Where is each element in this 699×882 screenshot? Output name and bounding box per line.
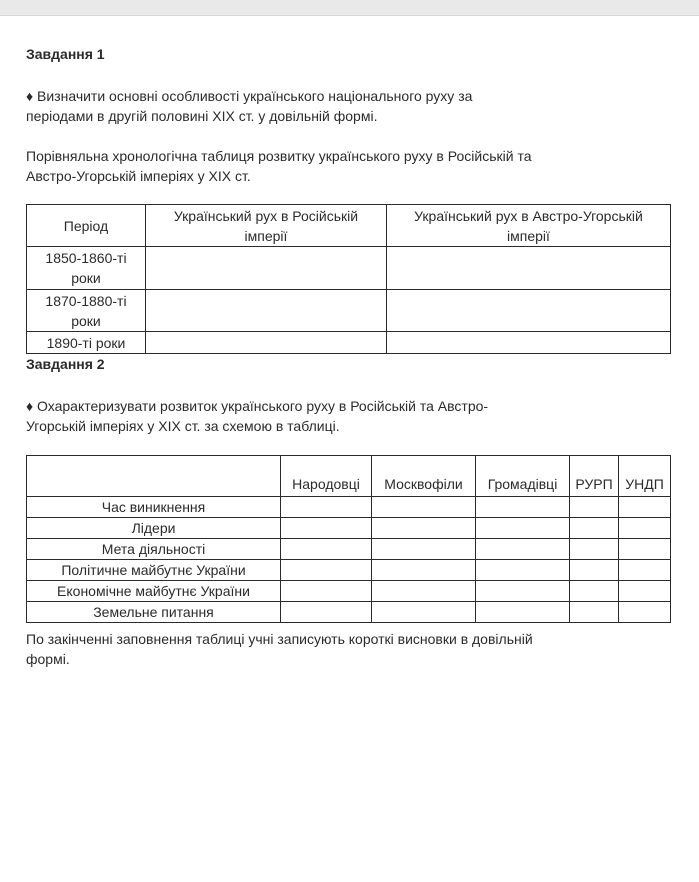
header-russian-line1: Український рух в Російській	[173, 208, 359, 224]
header-empty	[27, 456, 281, 497]
cell[interactable]	[372, 560, 476, 581]
cell[interactable]	[281, 497, 372, 518]
task2-heading: Завдання 2	[26, 356, 105, 372]
task1-instruction-line1: ♦ Визначити основні особливості українського національного руху за	[26, 88, 473, 104]
table-row	[27, 539, 671, 560]
austro-cell[interactable]	[387, 290, 671, 332]
chronology-table-header-row	[27, 205, 671, 247]
header-austro-line1: Український рух в Австро-Угорській	[414, 208, 643, 224]
task1-table-intro	[26, 146, 686, 186]
cell[interactable]	[476, 497, 570, 518]
row-label: Лідери	[27, 518, 281, 539]
task2-instruction-line2: Угорській імперіях у XIX ст. за схемою в таблиці.	[26, 418, 340, 434]
table-row	[27, 332, 671, 354]
task2-conclusion	[26, 629, 686, 669]
cell[interactable]	[570, 497, 619, 518]
task2-conclusion-line1: По закінченні заповнення таблиці учні записують короткі висновки в довільній	[26, 631, 533, 647]
row-label: Земельне питання	[27, 602, 281, 623]
cell[interactable]	[476, 602, 570, 623]
header-russian-line2: імперії	[244, 228, 288, 244]
cell[interactable]	[372, 602, 476, 623]
cell[interactable]	[619, 602, 671, 623]
task1-instruction-line2: періодами в другій половині XIX ст. у довільній формі.	[26, 108, 378, 124]
cell[interactable]	[570, 602, 619, 623]
cell[interactable]	[281, 581, 372, 602]
table-row	[27, 247, 671, 290]
header-hromadivtsi: Громадівці	[476, 456, 570, 497]
cell[interactable]	[372, 539, 476, 560]
period-cell	[27, 332, 146, 354]
period-line1: 1870-1880-ті	[45, 292, 127, 309]
task2-instruction	[26, 396, 686, 436]
header-period: Період	[27, 205, 146, 247]
table-row	[27, 497, 671, 518]
period-cell	[27, 247, 146, 290]
cell[interactable]	[281, 560, 372, 581]
austro-cell[interactable]	[387, 332, 671, 354]
cell[interactable]	[570, 581, 619, 602]
cell[interactable]	[619, 539, 671, 560]
task2-conclusion-line2: формі.	[26, 651, 70, 667]
row-label: Час виникнення	[27, 497, 281, 518]
task1-instruction	[26, 86, 666, 126]
table-row	[27, 560, 671, 581]
period-line2: роки	[71, 312, 101, 329]
cell[interactable]	[281, 602, 372, 623]
header-russian-empire	[146, 205, 387, 247]
row-label: Економічне майбутнє України	[27, 581, 281, 602]
cell[interactable]	[372, 518, 476, 539]
header-rurp: РУРП	[570, 456, 619, 497]
cell[interactable]	[619, 497, 671, 518]
russian-cell[interactable]	[146, 247, 387, 290]
scheme-header-row	[27, 456, 671, 497]
table-row	[27, 290, 671, 332]
cell[interactable]	[570, 560, 619, 581]
table-row	[27, 602, 671, 623]
cell[interactable]	[619, 581, 671, 602]
cell[interactable]	[570, 539, 619, 560]
top-bar	[0, 0, 699, 16]
austro-cell[interactable]	[387, 247, 671, 290]
cell[interactable]	[372, 581, 476, 602]
row-label: Мета діяльності	[27, 539, 281, 560]
header-austro-hungarian-empire	[387, 205, 671, 247]
russian-cell[interactable]	[146, 290, 387, 332]
task1-heading: Завдання 1	[26, 46, 105, 62]
header-undp: УНДП	[619, 456, 671, 497]
cell[interactable]	[476, 518, 570, 539]
row-label: Політичне майбутнє України	[27, 560, 281, 581]
cell[interactable]	[372, 497, 476, 518]
header-moskvofily: Москвофіли	[372, 456, 476, 497]
cell[interactable]	[281, 518, 372, 539]
header-narodovtsi: Народовці	[281, 456, 372, 497]
cell[interactable]	[476, 581, 570, 602]
task1-table-intro-line2: Австро-Угорській імперіях у XIX ст.	[26, 168, 251, 184]
cell[interactable]	[619, 560, 671, 581]
header-austro-line2: імперії	[507, 228, 550, 244]
task1-table-intro-line1: Порівняльна хронологічна таблиця розвитку українського руху в Російській та	[26, 148, 532, 164]
period-line1: 1890-ті роки	[46, 334, 126, 351]
task2-instruction-line1: ♦ Охарактеризувати розвиток українського руху в Російській та Австро-	[26, 398, 489, 414]
cell[interactable]	[476, 539, 570, 560]
period-cell	[27, 290, 146, 332]
cell[interactable]	[619, 518, 671, 539]
table-row	[27, 518, 671, 539]
cell[interactable]	[476, 560, 570, 581]
cell[interactable]	[570, 518, 619, 539]
period-line2: роки	[71, 270, 101, 286]
table-row	[27, 581, 671, 602]
chronology-table	[26, 204, 671, 354]
period-line1: 1850-1860-ті	[45, 250, 127, 266]
movement-scheme-table	[26, 455, 671, 623]
russian-cell[interactable]	[146, 332, 387, 354]
cell[interactable]	[281, 539, 372, 560]
